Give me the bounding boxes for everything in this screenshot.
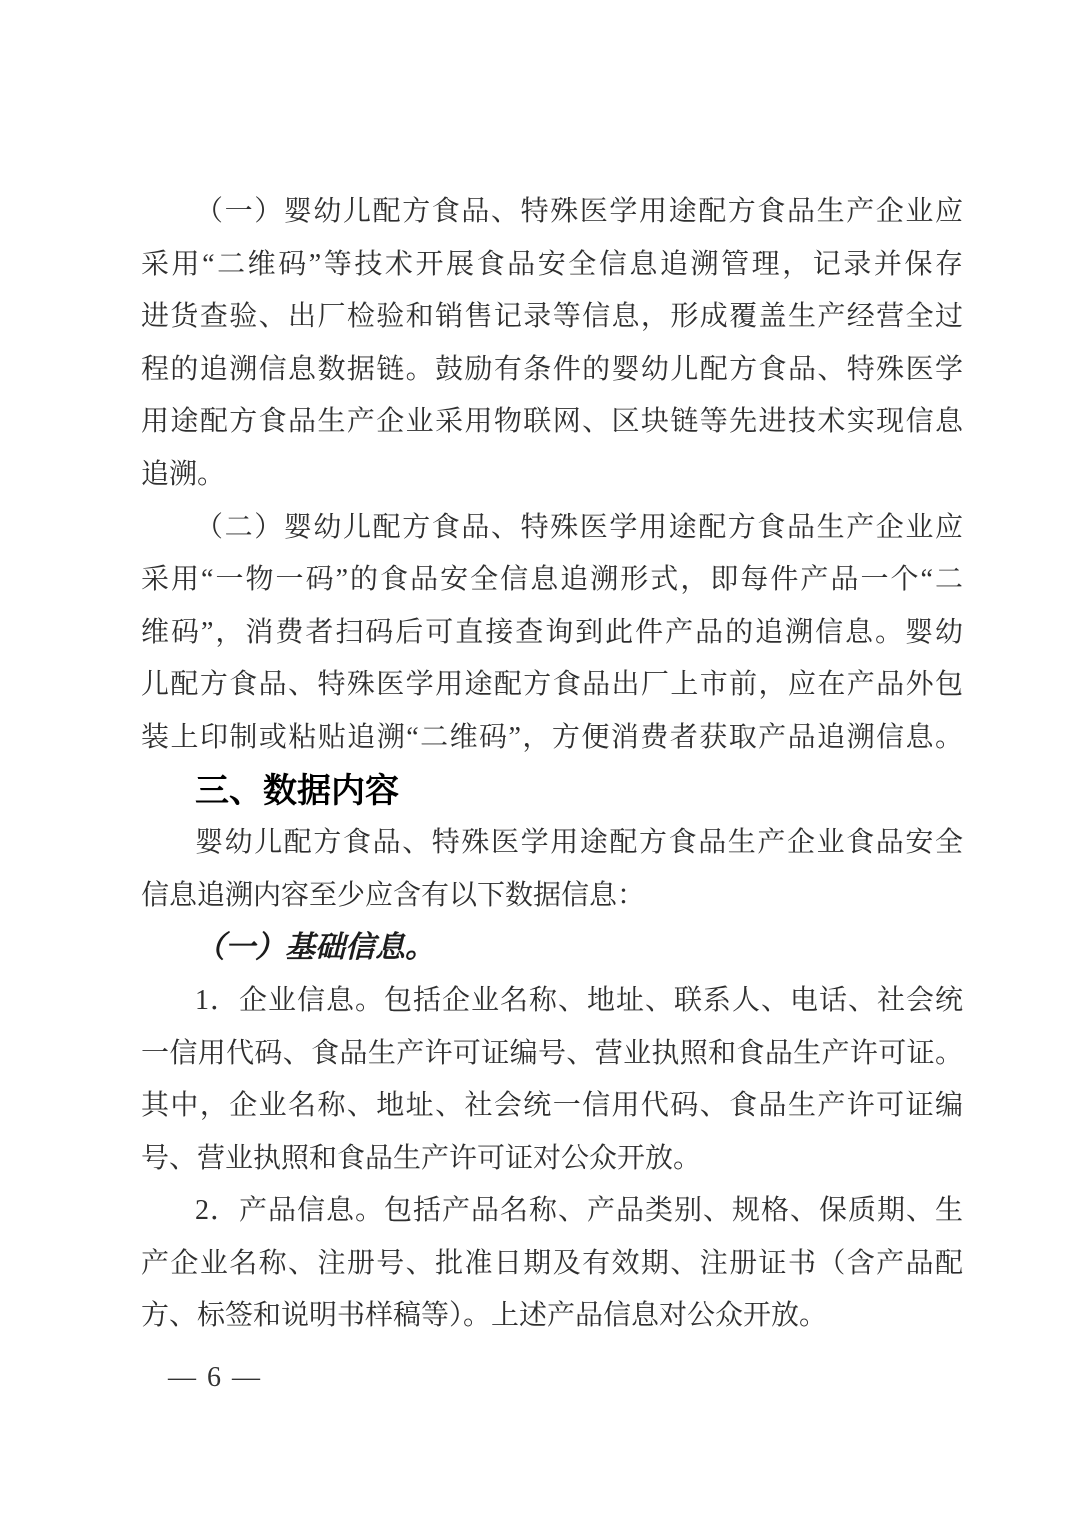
subsection-heading: （一）基础信息。 [195, 931, 435, 965]
document-body [141, 186, 963, 1343]
text-line: 方、标签和说明书样稿等）。上述产品信息对公众开放。 [141, 1300, 828, 1332]
text-line: 1．企业信息。包括企业名称、地址、联系人、电话、社会统 [195, 984, 963, 1016]
text-line: 2．产品信息。包括产品名称、产品类别、规格、保质期、生 [195, 1195, 963, 1227]
text-line: （二）婴幼儿配方食品、特殊医学用途配方食品生产企业应 [195, 511, 963, 543]
text-line: 儿配方食品、特殊医学用途配方食品出厂上市前，应在产品外包 [141, 669, 963, 701]
text-line: 其中，企业名称、地址、社会统一信用代码、食品生产许可证编 [141, 1090, 963, 1122]
text-line: 一信用代码、食品生产许可证编号、营业执照和食品生产许可证。 [141, 1037, 963, 1069]
text-line: 追溯。 [141, 458, 226, 490]
text-line: 采用“一物一码”的食品安全信息追溯形式，即每件产品一个“二 [141, 564, 963, 596]
text-line: 用途配方食品生产企业采用物联网、区块链等先进技术实现信息 [141, 406, 963, 438]
text-line: 装上印制或粘贴追溯“二维码”，方便消费者获取产品追溯信息。 [141, 721, 963, 753]
text-line: 进货查验、出厂检验和销售记录等信息，形成覆盖生产经营全过 [141, 301, 963, 333]
text-line: 信息追溯内容至少应含有以下数据信息： [141, 879, 646, 911]
text-line: 采用“二维码”等技术开展食品安全信息追溯管理，记录并保存 [141, 248, 963, 280]
page-number: — 6 — [168, 1362, 262, 1393]
text-line: 产企业名称、注册号、批准日期及有效期、注册证书（含产品配 [141, 1247, 963, 1279]
text-line: （一）婴幼儿配方食品、特殊医学用途配方食品生产企业应 [195, 196, 963, 227]
text-line: 维码”，消费者扫码后可直接查询到此件产品的追溯信息。婴幼 [141, 616, 963, 648]
text-line: 程的追溯信息数据链。鼓励有条件的婴幼儿配方食品、特殊医学 [141, 353, 963, 385]
text-line: 婴幼儿配方食品、特殊医学用途配方食品生产企业食品安全 [195, 827, 963, 859]
section-heading: 三、数据内容 [195, 771, 399, 810]
text-line: 号、营业执照和食品生产许可证对公众开放。 [141, 1142, 702, 1174]
